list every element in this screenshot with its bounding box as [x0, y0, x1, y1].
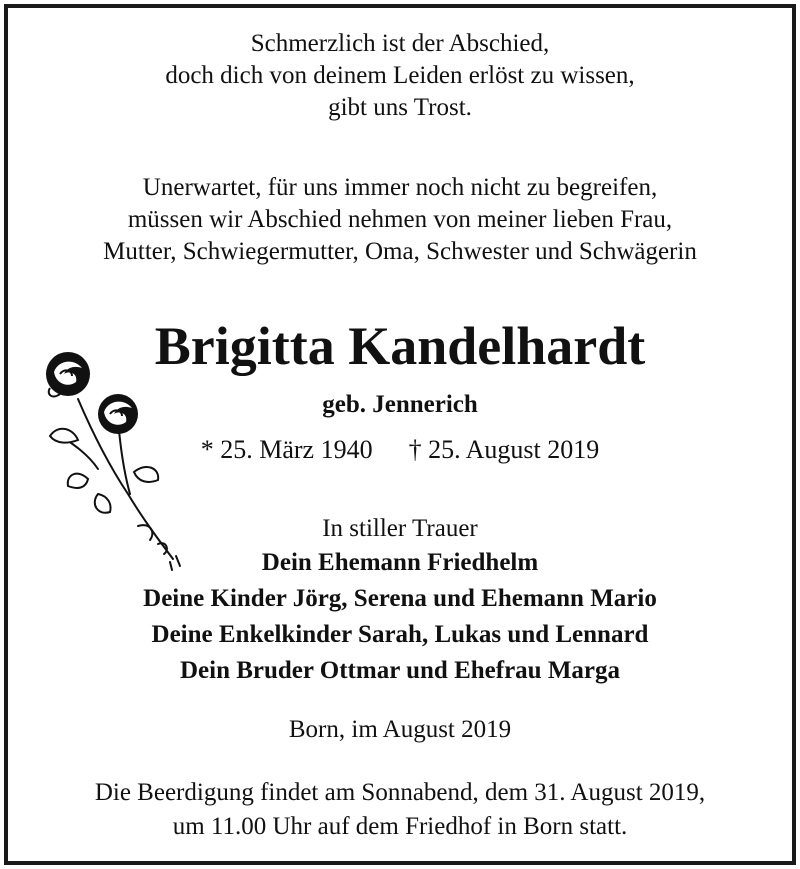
intro-line: Mutter, Schwiegermutter, Oma, Schwester und Schwägerin	[103, 238, 697, 265]
intro-line: müssen wir Abschied nehmen von meiner lieben Frau,	[127, 206, 673, 233]
rose-icon	[38, 344, 188, 574]
funeral-info	[8, 776, 792, 844]
deceased-name: Brigitta Kandelhardt	[154, 316, 646, 376]
mourner-line: Deine Kinder Jörg, Serena und Ehemann Mario	[143, 585, 657, 612]
mourning-label: In stiller Trauer	[322, 515, 478, 542]
death-date: † 25. August 2019	[408, 435, 600, 464]
mourner-line: Dein Bruder Ottmar und Ehefrau Marga	[179, 657, 621, 684]
funeral-line: um 11.00 Uhr auf dem Friedhof in Born statt.	[172, 813, 628, 840]
mourner-line: Dein Ehemann Friedhelm	[261, 549, 539, 576]
maiden-name: geb. Jennerich	[322, 391, 478, 418]
place-date: Born, im August 2019	[288, 716, 512, 743]
birth-date: * 25. März 1940	[200, 435, 373, 464]
intro-text	[8, 172, 792, 268]
mourner-line: Deine Enkelkinder Sarah, Lukas und Lennard	[151, 621, 649, 648]
quote-line: Schmerzlich ist der Abschied,	[250, 30, 550, 57]
quote-line: doch dich von deinem Leiden erlöst zu wissen,	[165, 62, 635, 89]
intro-line: Unerwartet, für uns immer noch nicht zu begreifen,	[142, 174, 658, 201]
quote-line: gibt uns Trost.	[328, 94, 472, 121]
opening-quote	[8, 28, 792, 124]
funeral-line: Die Beerdigung findet am Sonnabend, dem 31. August 2019,	[94, 779, 706, 806]
